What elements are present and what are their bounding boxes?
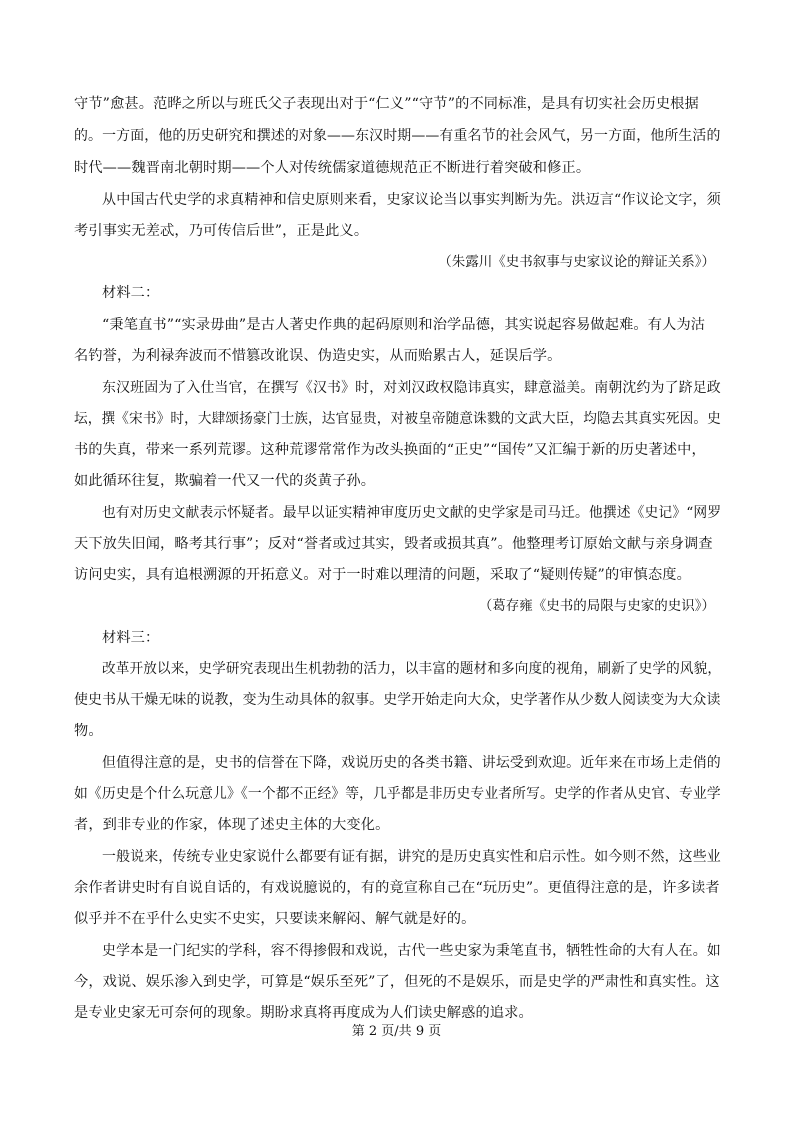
page-footer: 第 2 页/共 9 页: [351, 1024, 442, 1039]
paragraph-line: 史学本是一门纪实的学科，容不得掺假和戏说，古代一些史家为秉笔直书，牺牲性命的大有人在。如: [102, 943, 721, 959]
paragraph-line: 改革开放以来，史学研究表现出生机勃勃的活力，以丰富的题材和多向度的视角，刷新了史学的风貌，: [102, 661, 722, 677]
paragraph-line: 守节”愈甚。范晔之所以与班氏父子表现出对于“仁义”“守节”的不同标准，是具有切实社会历史根据: [74, 96, 699, 112]
paragraph-line: 余作者讲史时有自说自话的，有戏说臆说的，有的竟宣称自己在“玩历史”。更值得注意的是，许多读者: [74, 880, 720, 896]
paragraph-line: 者，到非专业的作家，体现了述史主体的大变化。: [74, 817, 390, 833]
section-heading: 材料二：: [102, 285, 160, 301]
paragraph-line: 访问史实，具有追根溯源的开拓意义。对于一时难以理清的问题，采取了“疑则传疑”的审慎态度。: [74, 567, 691, 583]
paragraph-line: 书的失真，带来一系列荒谬。这种荒谬常常作为改头换面的“正史”“国传”又汇编于新的历史著述中，: [74, 442, 706, 458]
paragraph-line: “秉笔直书”“实录毋曲”是古人著史作典的起码原则和治学品德，其实说起容易做起难。有人为沽: [102, 317, 706, 333]
paragraph-line: 似乎并不在乎什么史实不史实，只要读来解闷、解气就是好的。: [74, 911, 476, 927]
paragraph-line: 坛，撰《宋书》时，大肆颂扬豪门士族，达官显贵，对被皇帝随意诛戮的文武大臣，均隐去其真实死因。史: [74, 411, 721, 427]
paragraph-line: 考引事实无差忒，乃可传信后世”，正是此义。: [74, 223, 369, 239]
paragraph-line: 是专业史家无可奈何的现象。期盼求真将再度成为人们读史解惑的追求。: [74, 1005, 533, 1021]
section-heading: 材料三：: [102, 630, 160, 646]
paragraph-line: 从中国古代史学的求真精神和信史原则来看，史家议论当以事实判断为先。洪迈言“作议论文字，须: [102, 192, 721, 208]
source-citation: （朱露川《史书叙事与史家议论的辩证关系》）: [438, 254, 715, 270]
paragraph-line: 如此循环往复，欺骗着一代又一代的炎黄子孙。: [74, 473, 376, 489]
paragraph-line: 但值得注意的是，史书的信誉在下降，戏说历史的各类书籍、讲坛受到欢迎。近年来在市场上走俏的: [102, 755, 721, 771]
paragraph-line: 使史书从干燥无味的说教，变为生动具体的叙事。史学开始走向大众，史学著作从少数人阅读变为大众读: [74, 692, 721, 708]
paragraph-line: 今，戏说、娱乐渗入到史学，可算是“娱乐至死”了，但死的不是娱乐，而是史学的严肃性和真实性。这: [74, 974, 720, 990]
paragraph-line: 也有对历史文献表示怀疑者。最早以证实精神审度历史文献的史学家是司马迁。他撰述《史记》“网罗: [102, 505, 722, 521]
paragraph-line: 物。: [74, 723, 103, 739]
paragraph-line: 的。一方面，他的历史研究和撰述的对象——东汉时期——有重名节的社会风气，另一方面，他所生活的: [74, 128, 721, 144]
paragraph-line: 时代——魏晋南北朝时期——个人对传统儒家道德规范正不断进行着突破和修正。: [74, 160, 591, 176]
paragraph-line: 名钓誉，为利禄奔波而不惜篡改讹误、伪造史实，从而贻累古人，延误后学。: [74, 348, 562, 364]
source-citation: （葛存雍《史书的局限与史家的史识》）: [478, 598, 715, 614]
paragraph-line: 一般说来，传统专业史家说什么都要有证有据，讲究的是历史真实性和启示性。如今则不然，这些业: [102, 849, 721, 865]
paragraph-line: 如《历史是个什么玩意儿》《一个都不正经》等，几乎都是非历史专业者所写。史学的作者从史官、专业学: [74, 786, 721, 802]
paragraph-line: 天下放失旧闻，略考其行事”；反对“誉者或过其实，毁者或损其真”。他整理考订原始文献与亲身调查: [74, 536, 713, 552]
paragraph-line: 东汉班固为了入仕当官，在撰写《汉书》时，对刘汉政权隐讳真实，肆意溢美。南朝沈约为了跻足政: [102, 380, 721, 396]
